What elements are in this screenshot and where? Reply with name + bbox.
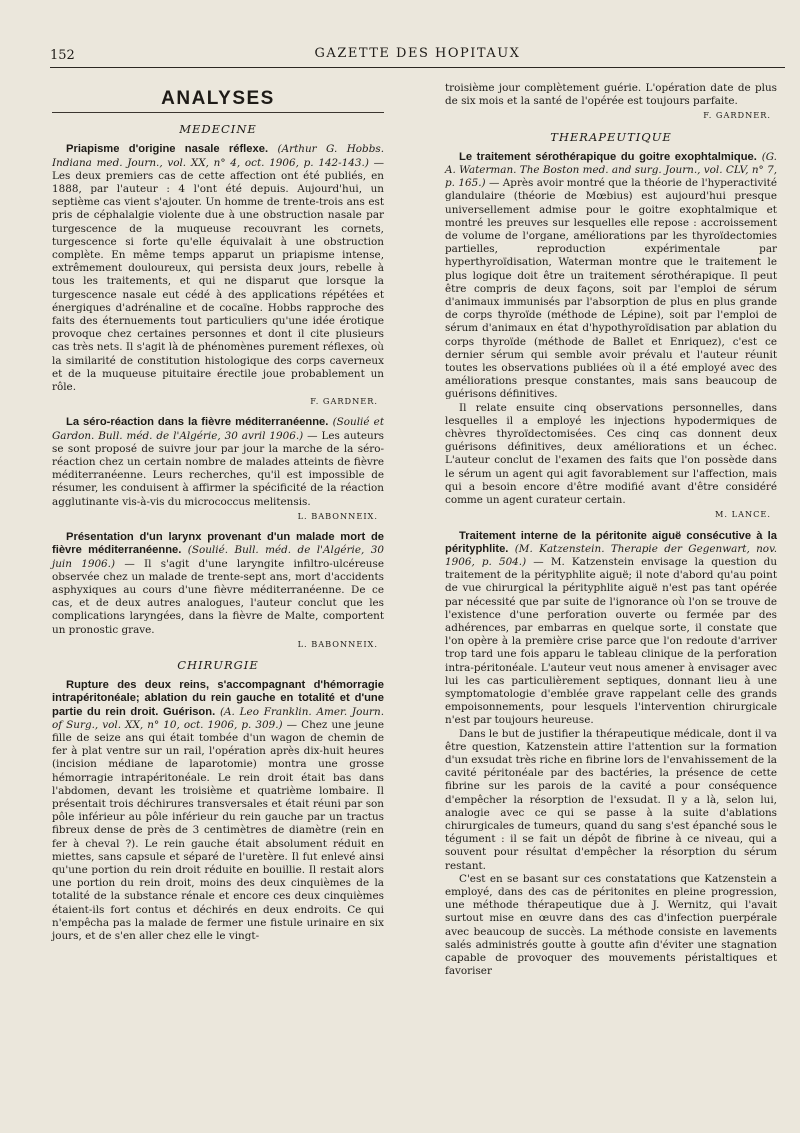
heading-rule	[52, 112, 384, 113]
article-peritonite	[445, 530, 777, 728]
article-body: — M. Katzenstein envisage la question du traitement de la pérityphlite aiguë; il note d'abord qu'au point de vue chirurgical la pérityphlite aiguë n'est pas tant opérée par nécessité que par suite de l'ignorance où l'on se trouve de l'existence d'une perforation ouverte ou fermée par des adhérences, par embarras en quelque sorte, il constate que l'on opère à la première crise parce que l'on redoute d'arriver trop tard une fois apparu le tableau clinique de la perforation intra-péritonéale. L'auteur veut nous amener à envisager avec lui les cas particulièrement septiques, donnant lieu à une symptomatologie d'emblée grave rappelant celle des grands empoisonnements, pour lesquels l'intervention chirurgicale n'est par toujours heureuse.	[445, 555, 778, 727]
section-therapeutique: THERAPEUTIQUE	[550, 129, 672, 144]
article-paragraph: C'est en se basant sur ces constatations que Katzenstein a employé, dans des cas de péritonites en pleine progression, une méthode thérapeutique due à J. Wernitz, qui l'avait surtout mise en œuvre dans des cas d'infection puerpérale avec beaucoup de succès. La méthode consiste en lavements salés administrés goutte à goutte afin d'éviter une stagnation capable de provoquer des mouvements péristaltiques et favoriser	[445, 872, 777, 978]
article-body: — Il s'agit d'une laryngite infiltro-ulcéreuse observée chez un malade de trente-sept ans, mort d'accidents asphyxiques au cours d'une fièvre méditerranéenne. De ce cas, et de deux autres analogues, l'auteur conclut que les complications laryngées, dans la fièvre de Malte, comportent un pronostic grave.	[52, 557, 384, 636]
header-rule	[50, 67, 785, 68]
left-column	[52, 82, 384, 943]
analyses-heading: ANALYSES	[161, 88, 275, 109]
article-citation: (M. Katzenstein. Therapie der Gegenwart, nov. 1906, p. 504.)	[445, 542, 778, 568]
article-citation: (Soulié et Gardon. Bull. méd. de l'Algérie, 30 avril 1906.)	[52, 416, 384, 442]
continued-signature: F. GARDNER.	[703, 110, 771, 121]
article-goitre	[445, 151, 777, 402]
article-citation: (G. A. Waterman. The Boston med. and surg. Journ., vol. CLV, n° 7, p. 165.)	[445, 150, 777, 190]
article-citation: (A. Leo Franklin. Amer. Journ. of Surg., vol. XX, n° 10, oct. 1906, p. 309.)	[52, 705, 385, 731]
page-header	[50, 48, 785, 68]
article-title: La séro-réaction dans la fièvre méditerranéenne.	[66, 416, 329, 429]
article-signature: L. BABONNEIX.	[297, 638, 378, 649]
journal-title: GAZETTE DES HOPITAUX	[314, 46, 521, 61]
article-signature: L. BABONNEIX.	[297, 510, 378, 521]
section-medecine: MEDECINE	[179, 122, 257, 137]
continued-text: troisième jour complètement guérie. L'opération date de plus de six mois et la santé de l'opérée est toujours parfaite.	[445, 82, 777, 108]
article-priapisme	[52, 143, 384, 394]
article-body: — Après avoir montré que la théorie de l'hyperactivité glandulaire (théorie de Mœbius) est aujourd'hui presque universellement admise pour le goitre exophtalmique et montré les preuves sur lesquelles elle repose : accroissement de volume de l'organe, améliorations par les thyroïdectomies partielles, reproduction expérimentale par hyperthyroïdisation, Waterman montre que le traitement le plus logique doit être un traitement sérothérapique. Il peut être compris de deux façons, soit par l'emploi de sérum d'animaux immunisés par l'absorption de plus en plus grande de corps thyroïde (méthode de Lépine), soit par l'emploi de sérum d'animaux en état d'hypothyroïdisation par ablation du corps thyroïde (méthode de Ballet et Enriquez), c'est ce dernier sérum qui semble avoir prévalu et l'auteur réunit toutes les observations publiées où il a été employé avec des améliorations presque constantes, mais sans beaucoup de guérisons définitives.	[445, 177, 778, 401]
article-body: — Les deux premiers cas de cette affection ont été publiés, en 1888, par l'auteur : 4 l'ont été depuis. Aujourd'hui, un septième cas vient s'ajouter. Un homme de trente-trois ans est pris de céphalalgie violente due à une obstruction nasale par turgescence de la muqueuse recouvrant les cornets, turgescence si forte qu'elle équivalait à une obstruction complète. En même temps apparut un priapisme intense, extrêmement douloureux, qui persista deux jours, rebelle à tous les traitements, et qui ne disparut que lorsque la turgescence nasale eut cédé à des applications répétées et énergiques d'adrénaline et de cocaïne. Hobbs rapproche des faits des éternuements tout particuliers qu'une idée érotique provoque chez certaines personnes et dont il cite plusieurs cas très nets. Il s'agit là de phénomènes purement réflexes, où la similarité de constitution histologique des corps caverneux et de la muqueuse pituitaire érectile joue probablement un rôle.	[52, 156, 384, 394]
article-body: — Chez une jeune fille de seize ans qui était tombée d'un wagon de chemin de fer à plat ventre sur un rail, l'opération après dix-huit heures (incision médiane de laparotomie) montra une grosse hémorragie intrapéritonéale. Le rein droit était bas dans l'abdomen, devant les troisième et quatrième lombaire. Il présentait trois déchirures transversales et était réuni par son pôle inférieur au pôle inférieur du rein gauche par un tractus fibreux dense de près de 3 centimètres de diamètre (rein en fer à cheval ?). Le rein gauche était absolument réduit en miettes, sans capsule et séparé de l'uretère. Il fut enlevé ainsi qu'une portion du rein droit réduite en bouillie. Il restait alors une portion du rein droit, moins des deux cinquièmes de la totalité de la substance rénale et encore ces deux cinquièmes étaient-ils fort contus et déchirés en deux endroits. Ce qui n'empêcha pas la malade de fermer une fistule urinaire en six jours, et de s'en aller chez elle le vingt-	[52, 718, 384, 942]
section-chirurgie: CHIRURGIE	[177, 657, 259, 672]
article-rupture-reins	[52, 679, 384, 943]
article-title: Traitement interne de la péritonite aiguë consécutive à la pérityphlite.	[445, 529, 777, 555]
article-larynx	[52, 531, 384, 637]
article-title: Rupture des deux reins, s'accompagnant d'hémorragie intrapéritonéale; ablation du rein gauche en totalité et d'une partie du rein droit. Guérison.	[52, 679, 384, 718]
article-body: — Les auteurs se sont proposé de suivre jour par jour la marche de la séro-réaction chez un certain nombre de malades atteints de fièvre méditerranéenne. Leurs recherches, qu'il est impossible de résumer, les conduisent à affirmer la spécificité de la réaction agglutinante vis-à-vis du micrococcus melitensis.	[52, 429, 384, 508]
article-title: Priapisme d'origine nasale réflexe.	[66, 143, 269, 156]
article-signature: F. GARDNER.	[310, 396, 378, 407]
article-title: Le traitement sérothérapique du goitre exophtalmique.	[459, 150, 757, 163]
article-paragraph: Il relate ensuite cinq observations personnelles, dans lesquelles il a employé les injections hypodermiques de chèvres thyroïdectomisées. Ces cinq cas donnent deux guérisons définitives, deux améliorations et un échec. L'auteur conclut de l'examen des faits que l'on possède dans le sérum un agent qui agit favorablement sur l'affection, mais qui a besoin encore d'être modifié avant d'être considéré comme un agent curateur certain.	[445, 401, 777, 507]
article-title: Présentation d'un larynx provenant d'un malade mort de fièvre méditerranéenne.	[52, 531, 384, 557]
article-citation: (Soulié. Bull. méd. de l'Algérie, 30 juin 1906.)	[52, 544, 384, 570]
article-paragraph: Dans le but de justifier la thérapeutique médicale, dont il va être question, Katzenstein attire l'attention sur la formation d'un exsudat très riche en fibrine lors de l'envahissement de la cavité péritonéale par des bactéries, la présence de cette fibrine sur les parois de la cavité a pour conséquence d'empêcher la résorption de l'exsudat. Il y a là, selon lui, analogie avec ce qui se passe à la suite d'ablations chirurgicales de tumeurs, quand du sang s'est épanché sous le tégument : il se fait un dépôt de fibrine à ce niveau, qui a souvent pour résultat d'empêcher la résorption du sérum restant.	[445, 727, 777, 872]
article-citation: (Arthur G. Hobbs. Indiana med. Journ., vol. XX, n° 4, oct. 1906, p. 142-143.)	[52, 143, 384, 169]
article-signature: M. LANCE.	[715, 509, 771, 520]
article-sero-reaction	[52, 416, 384, 508]
right-column	[445, 82, 777, 978]
page-number: 152	[50, 48, 75, 63]
